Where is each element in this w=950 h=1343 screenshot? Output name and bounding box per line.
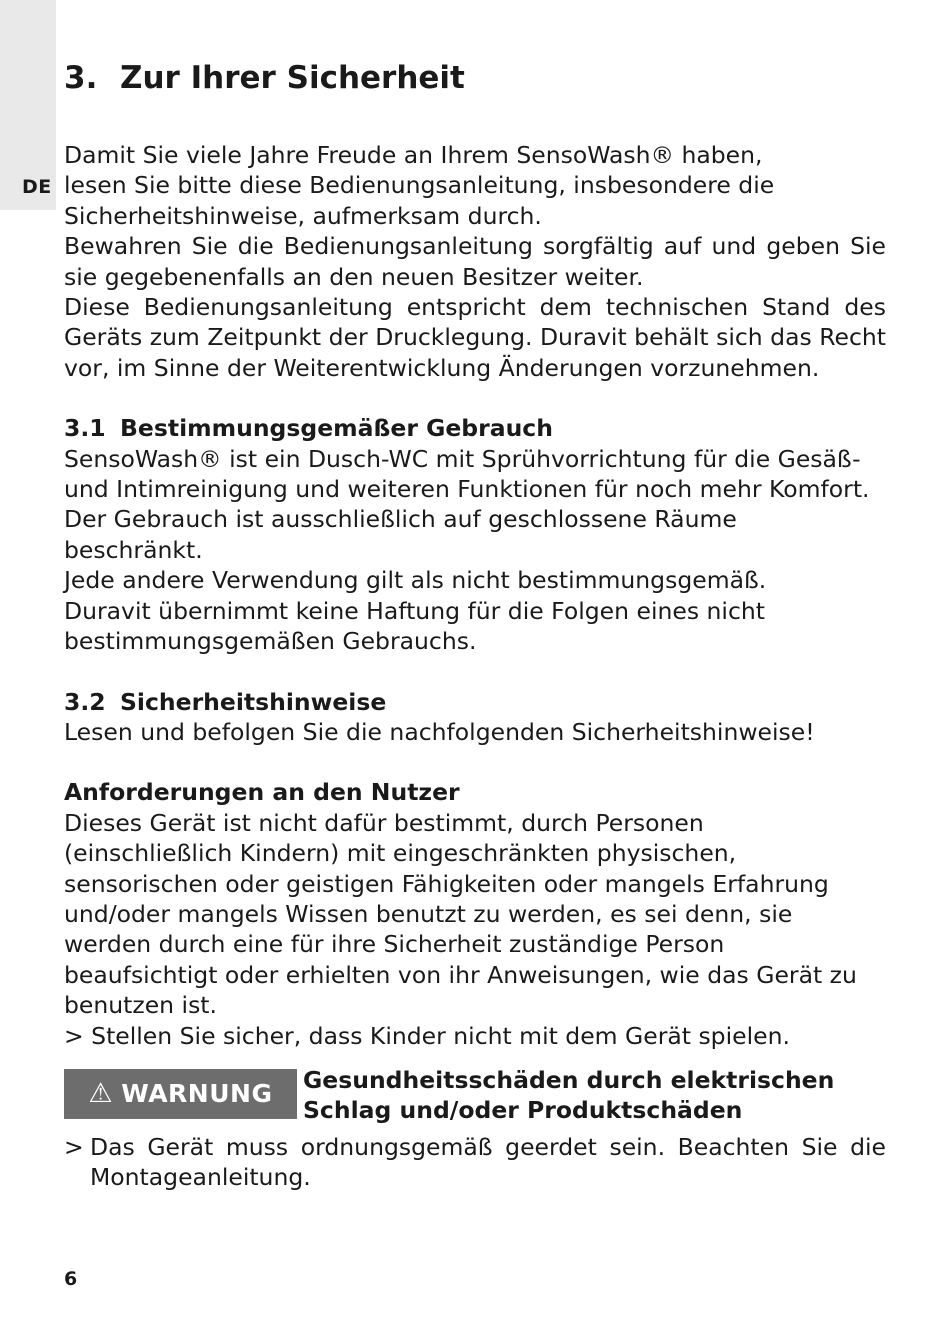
section-title: Zur Ihrer Sicherheit <box>120 60 465 96</box>
subsection-number: 3.1 <box>64 414 106 443</box>
subsection-title: Sicherheitshinweise <box>120 687 387 716</box>
requirements-paragraph: Dieses Gerät ist nicht dafür bestimmt, durch Personen (einschließlich Kindern) mit eingeschränkten physischen, sensorischen oder geistigen Fähigkeiten oder mangels Erfahrung und/oder mangels Wissen benutzt zu werden, es sei denn, sie werden durch eine für ihre Sicherheit zuständige Person beaufsichtigt oder erhielten von ihr Anweisungen, wie das Gerät zu benutzen ist. <box>64 808 857 1020</box>
usage-paragraph-2: Jede andere Verwendung gilt als nicht bestimmungsgemäß. Duravit übernimmt keine Haftung für die Folgen eines nicht bestimmungsgemäßen Gebrauchs. <box>64 566 767 656</box>
safety-intro-paragraph: Lesen und befolgen Sie die nachfolgenden Sicherheitshinweise! <box>64 717 815 746</box>
requirements-instruction: > Stellen Sie sicher, dass Kinder nicht mit dem Gerät spielen. <box>64 1021 790 1050</box>
warning-badge <box>64 1069 297 1119</box>
subsection-number: 3.2 <box>64 687 106 716</box>
subsection-heading-3-1 <box>64 413 886 443</box>
intro-paragraph-1: Damit Sie viele Jahre Freude an Ihrem SensoWash® haben, lesen Sie bitte diese Bedienungsanleitung, insbesondere die Sicherheitshinweise, aufmerksam durch. <box>64 141 775 230</box>
subsection-title: Bestimmungsgemäßer Gebrauch <box>120 414 553 443</box>
intro-paragraph-2: Bewahren Sie die Bedienungsanleitung sorgfältig auf und geben Sie sie gegebenenfalls an den neuen Besitzer weiter. <box>64 232 886 291</box>
requirements-heading: Anforderungen an den Nutzer <box>64 778 460 807</box>
intro-paragraph-3: Diese Bedienungsanleitung entspricht dem technischen Stand des Geräts zum Zeitpunkt der Drucklegung. Duravit behält sich das Recht vor, im Sinne der Weiterentwicklung Änderungen vorzunehmen. <box>64 293 886 382</box>
warning-label: WARNUNG <box>121 1078 273 1108</box>
bullet-text: Das Gerät muss ordnungsgemäß geerdet sein. Beachten Sie die Montageanleitung. <box>90 1132 886 1192</box>
warning-block <box>64 1065 886 1126</box>
page-number: 6 <box>64 1268 78 1290</box>
bullet-marker: > <box>64 1132 84 1161</box>
warning-triangle-icon: ⚠ <box>88 1077 114 1109</box>
warning-bullet <box>64 1132 886 1193</box>
language-label: DE <box>22 176 52 198</box>
warning-title: Gesundheitsschäden durch elektrischen Schlag und/oder Produktschäden <box>303 1065 835 1125</box>
usage-paragraph-1: SensoWash® ist ein Dusch-WC mit Sprühvorrichtung für die Gesäß- und Intimreinigung und weiteren Funktionen für noch mehr Komfort. Der Gebrauch ist ausschließlich auf geschlossene Räume beschränkt. <box>64 444 870 564</box>
section-number: 3. <box>64 60 98 96</box>
section-heading <box>64 58 886 98</box>
page-content <box>64 58 886 1193</box>
subsection-heading-3-2 <box>64 687 886 717</box>
